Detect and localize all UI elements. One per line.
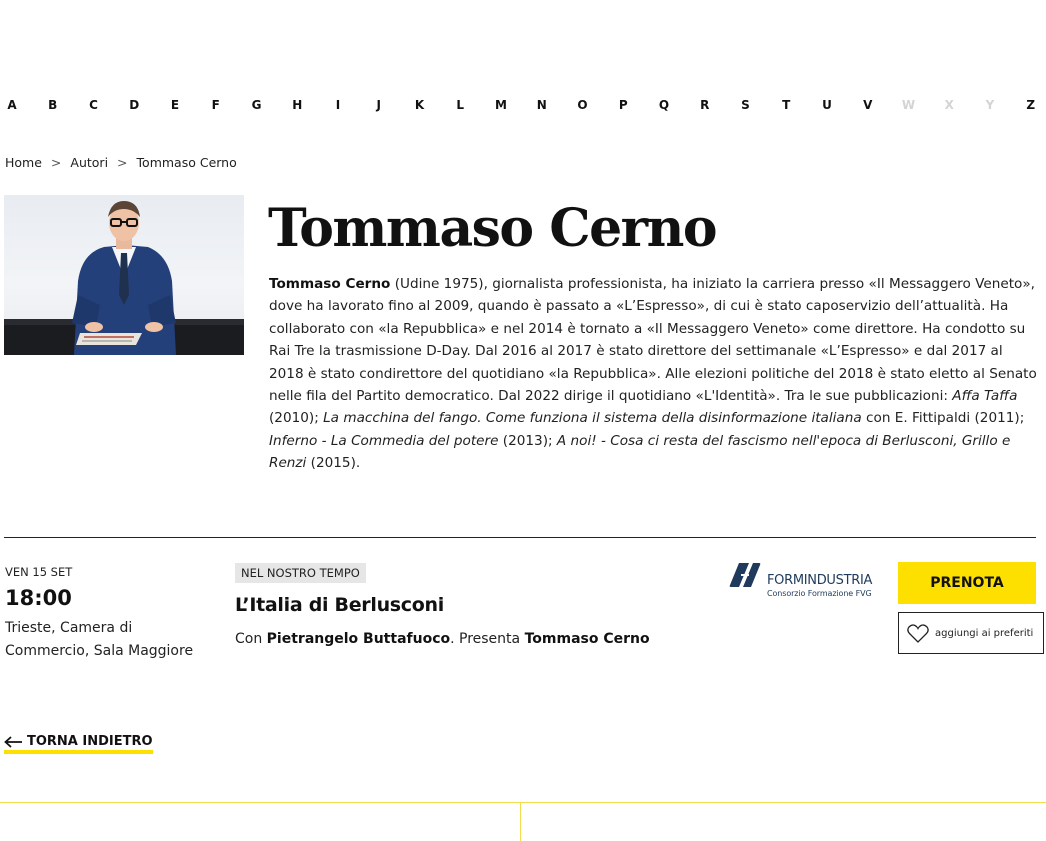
alphabet-letter-v[interactable]: V bbox=[863, 98, 873, 112]
bio-book-title: Affa Taffa bbox=[952, 388, 1018, 405]
alphabet-letter-i[interactable]: I bbox=[335, 98, 341, 112]
bio-author-name: Tommaso Cerno bbox=[269, 276, 391, 292]
breadcrumb-home-link[interactable]: Home bbox=[5, 155, 42, 170]
add-to-favorites-button[interactable] bbox=[898, 612, 1044, 654]
bio-book-title: Inferno - La Commedia del potere bbox=[269, 432, 499, 449]
sponsor-name: FORMINDUSTRIA bbox=[767, 573, 873, 588]
event-present-label: . Presenta bbox=[450, 631, 525, 647]
bio-book-title: A noi! - Cosa ci resta del fascismo nell'epoca di Berlusconi, Grillo e Renzi bbox=[269, 432, 1011, 472]
sponsor-subtitle: Consorzio Formazione FVG bbox=[767, 589, 872, 598]
event-location: Trieste, Camera di Commercio, Sala Maggiore bbox=[5, 620, 194, 659]
formindustria-logo-icon bbox=[729, 561, 761, 589]
bio-book-title: La macchina del fango. Come funziona il sistema della disinformazione italiana bbox=[323, 410, 862, 427]
section-divider bbox=[4, 537, 1036, 538]
alphabet-letter-f[interactable]: F bbox=[211, 98, 220, 112]
alphabet-letter-u[interactable]: U bbox=[822, 98, 832, 112]
arrow-left-icon bbox=[4, 736, 23, 748]
bio-text: (2013); bbox=[498, 432, 557, 449]
breadcrumb bbox=[5, 155, 237, 170]
bio-text: (Udine 1975), giornalista professionista, ha iniziato la carriera presso «Il Messaggero Veneto», dove ha lavorato fino al 2009, quando è passato a «L’Espresso», di cui è stato caposervizio dell’attualità. Ha collaborato con «la Repubblica» e nel 2014 è tornato a «Il Messaggero Veneto» come direttore. Ha condotto su Rai Tre la trasmissione D-Day. Dal 2016 al 2017 è stato direttore del settimanale «L’Espresso» e dal 2017 al 2018 è stato condirettore del quotidiano «la Repubblica». Alle elezioni politiche del 2018 è stato eletto al Senato nelle fila del Partito democratico. Dal 2022 dirige il quotidiano «L'Identità». Tra le sue pubblicazioni: bbox=[269, 276, 1037, 405]
alphabet-letter-x: X bbox=[944, 98, 954, 112]
breadcrumb-authors-link[interactable]: Autori bbox=[70, 155, 109, 170]
event-guest: Pietrangelo Buttafuoco bbox=[266, 631, 451, 647]
author-photo bbox=[4, 195, 244, 355]
alphabet-letter-j[interactable]: J bbox=[376, 98, 381, 112]
alphabet-nav bbox=[5, 98, 1038, 112]
event-category-badge[interactable]: NEL NOSTRO TEMPO bbox=[235, 563, 366, 583]
footer-divider bbox=[0, 802, 1046, 803]
alphabet-letter-a[interactable]: A bbox=[7, 98, 17, 112]
alphabet-letter-h[interactable]: H bbox=[292, 98, 303, 112]
alphabet-letter-b[interactable]: B bbox=[48, 98, 58, 112]
alphabet-letter-k[interactable]: K bbox=[414, 98, 425, 112]
author-portrait-illustration bbox=[4, 195, 244, 355]
alphabet-letter-o[interactable]: O bbox=[577, 98, 588, 112]
event-time: 18:00 bbox=[5, 586, 72, 610]
event-date: VEN 15 SET bbox=[5, 565, 73, 579]
alphabet-letter-m[interactable]: M bbox=[495, 98, 507, 112]
alphabet-letter-d[interactable]: D bbox=[129, 98, 140, 112]
back-link[interactable] bbox=[4, 734, 153, 754]
alphabet-letter-y: Y bbox=[985, 98, 995, 112]
breadcrumb-separator: > bbox=[117, 155, 128, 170]
alphabet-letter-t[interactable]: T bbox=[782, 98, 791, 112]
breadcrumb-current: Tommaso Cerno bbox=[136, 155, 237, 170]
footer-column-divider bbox=[520, 802, 521, 841]
bio-text: (2010); bbox=[269, 410, 324, 427]
breadcrumb-separator: > bbox=[50, 155, 62, 170]
bio-text: con E. Fittipaldi (2011); bbox=[861, 410, 1025, 427]
sponsor-logo bbox=[729, 561, 879, 603]
alphabet-letter-l[interactable]: L bbox=[456, 98, 465, 112]
alphabet-letter-g[interactable]: G bbox=[251, 98, 262, 112]
alphabet-letter-p[interactable]: P bbox=[618, 98, 628, 112]
author-bio bbox=[269, 273, 1037, 475]
bio-text: (2015). bbox=[306, 455, 361, 472]
alphabet-letter-n[interactable]: N bbox=[536, 98, 547, 112]
alphabet-letter-r[interactable]: R bbox=[700, 98, 710, 112]
event-presenter: Tommaso Cerno bbox=[524, 631, 650, 647]
alphabet-letter-s[interactable]: S bbox=[741, 98, 750, 112]
alphabet-letter-c[interactable]: C bbox=[89, 98, 98, 112]
book-button[interactable]: PRENOTA bbox=[898, 562, 1036, 604]
add-to-favorites-label: aggiungi ai preferiti bbox=[935, 627, 1034, 639]
alphabet-letter-w: W bbox=[901, 98, 916, 112]
heart-icon bbox=[907, 624, 929, 643]
author-name: Tommaso Cerno bbox=[268, 198, 717, 259]
event-participants bbox=[235, 631, 650, 647]
alphabet-letter-e[interactable]: E bbox=[170, 98, 180, 112]
event-title[interactable]: L’Italia di Berlusconi bbox=[235, 594, 444, 616]
alphabet-letter-z[interactable]: Z bbox=[1026, 98, 1036, 112]
event-with-label: Con bbox=[235, 631, 267, 647]
back-link-label: TORNA INDIETRO bbox=[27, 734, 153, 749]
alphabet-letter-q[interactable]: Q bbox=[658, 98, 670, 112]
